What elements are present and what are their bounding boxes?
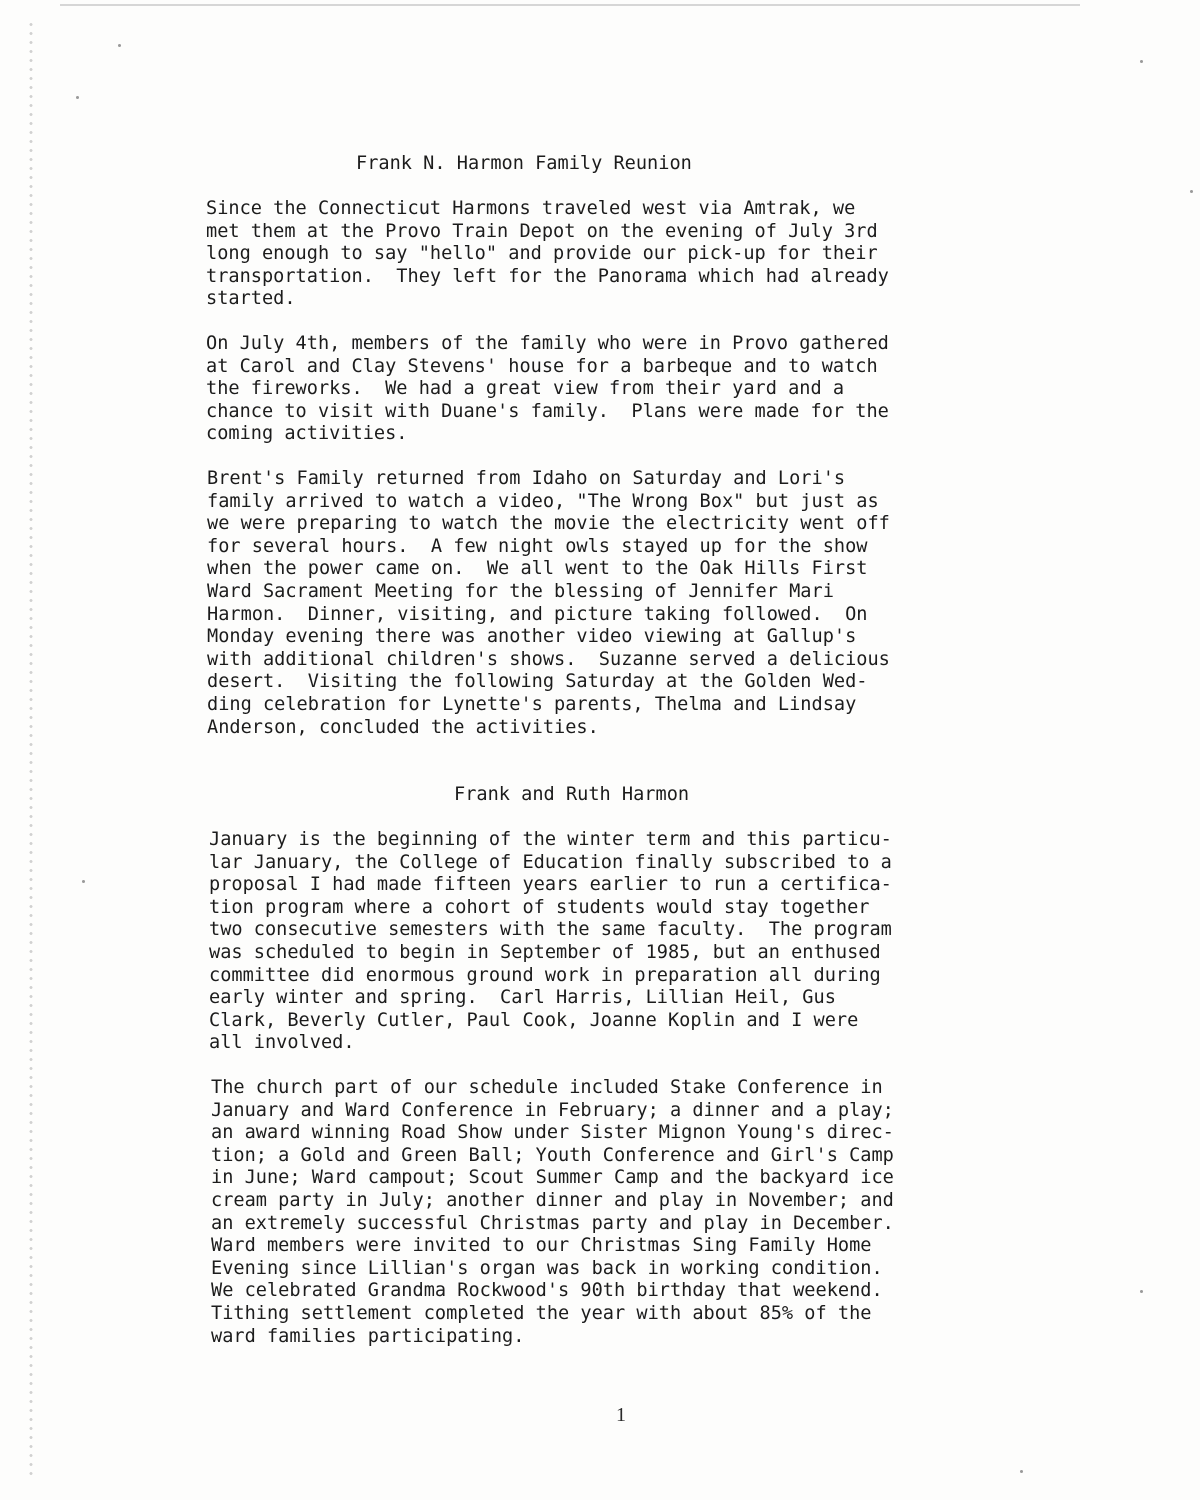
scan-speck — [82, 880, 85, 883]
page-number: 1 — [616, 1404, 626, 1426]
scan-speck — [118, 44, 121, 47]
paragraph-church-schedule: The church part of our schedule included Stake Conference in January and Ward Conference in February; a dinner and a play; an award winning Road Show under Sister Mignon Young's direc- tion; a Gold and Green Ball; Youth Conference and Girl's Camp in June; Ward campout; Scout Summer Camp and the backyard ice cream party in July; another dinner and play in November; and an extremely successful Christmas party and play in December. Ward members were invited to our Christmas Sing Family Home Evening since Lillian's organ was back in working condition. We celebrated Grandma Rockwood's 90th birthday that weekend. Tithing settlement completed the year with about 85% of the ward families participating. — [211, 1077, 894, 1347]
scan-speck — [76, 96, 79, 99]
page-title: Frank N. Harmon Family Reunion — [356, 153, 692, 174]
scan-speck — [1140, 60, 1143, 63]
scan-speck — [1140, 1290, 1143, 1293]
paragraph-activities: Brent's Family returned from Idaho on Saturday and Lori's family arrived to watch a video, "The Wrong Box" but just as we were preparing to watch the movie the electricity went off for several hours. A few night owls stayed up for the show when the power came on. We all went to the Oak Hills First Ward Sacrament Meeting for the blessing of Jennifer Mari Harmon. Dinner, visiting, and picture taking followed. On Monday evening there was another video viewing at Gallup's with additional children's shows. Suzanne served a delicious desert. Visiting the following Saturday at the Golden Wed- ding celebration for Lynette's parents, Thelma and Lindsay Anderson, concluded the activities. — [207, 468, 890, 738]
scan-speck — [1190, 190, 1193, 193]
section-title: Frank and Ruth Harmon — [454, 784, 690, 805]
top-edge-line — [60, 4, 1080, 6]
paragraph-july-4th: On July 4th, members of the family who were in Provo gathered at Carol and Clay Stevens' house for a barbeque and to watch the fireworks. We had a great view from their yard and a chance to visit with Duane's family. Plans were made for the coming activities. — [206, 333, 889, 445]
paragraph-arrival: Since the Connecticut Harmons traveled west via Amtrak, we met them at the Provo Train Depot on the evening of July 3rd long enough to say "hello" and provide our pick-up for their transportation. They left for the Panorama which had already started. — [206, 198, 889, 310]
scan-speck — [1020, 1470, 1023, 1473]
perforation-edge — [26, 20, 36, 1480]
paragraph-winter-term: January is the beginning of the winter term and this particu- lar January, the College of Education finally subscribed to a proposal I had made fifteen years earlier to run a certifica- tion program where a cohort of students would stay together two consecutive semesters with the same faculty. The program was scheduled to begin in September of 1985, but an enthused committee did enormous ground work in preparation all during early winter and spring. Carl Harris, Lillian Heil, Gus Clark, Beverly Cutler, Paul Cook, Joanne Koplin and I were all involved. — [209, 829, 892, 1054]
